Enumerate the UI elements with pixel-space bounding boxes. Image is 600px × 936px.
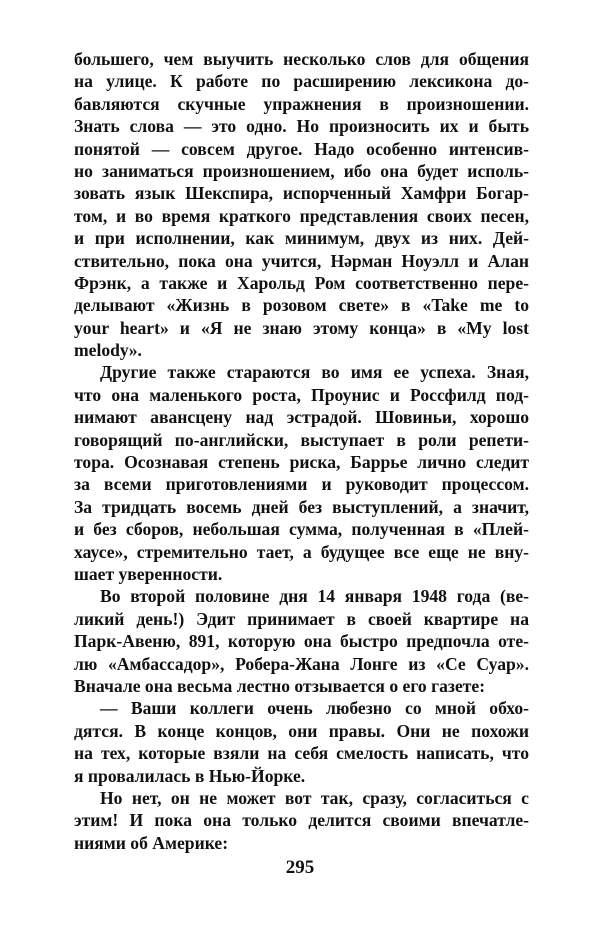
text-line: Вначале она весьма лестно отзывается о его газете: xyxy=(74,675,486,696)
text-line: большего, чем выучить несколько слов для общения xyxy=(74,49,529,69)
text-line: шает уверенности. xyxy=(74,563,223,584)
text-line: я провалилась в Нью-Йорке. xyxy=(74,765,306,786)
text-line: дятся. В конце концов, они правы. Они не похожи xyxy=(74,720,529,741)
paragraph xyxy=(74,361,529,585)
text-line: Парк-Авеню, 891, которую она быстро предпочла оте- xyxy=(74,631,529,652)
paragraph xyxy=(74,585,529,697)
text-line: Но нет, он не может вот так, сразу, согласиться с xyxy=(100,787,529,808)
text-line: говорящий по-английски, выступает в роли репети- xyxy=(74,429,529,450)
paragraph xyxy=(74,787,529,854)
text-line: Фрэнк, а также и Харольд Ром соответственно пере- xyxy=(74,272,529,293)
text-line: на тех, которые взяли на себя смелость написать, что xyxy=(74,743,529,764)
text-line: тора. Осознавая степень риска, Баррье лично следит xyxy=(74,452,529,473)
text-line: Знать слова — это одно. Но произносить их и быть xyxy=(74,116,529,137)
page-number: 295 xyxy=(285,857,315,878)
text-line: делывают «Жизнь в розовом свете» в «Take me to xyxy=(74,295,529,316)
text-line: За тридцать восемь дней без выступлений, а значит, xyxy=(74,496,529,517)
text-line: понятой — совсем другое. Надо особенно интенсив- xyxy=(74,138,529,159)
text-line: Во второй половине дня 14 января 1948 года (ве- xyxy=(100,586,529,607)
text-line: но заниматься произношением, ибо она будет исполь- xyxy=(74,160,529,181)
text-line: том, и во время краткого представления своих песен, xyxy=(74,205,529,226)
paragraph xyxy=(74,48,529,361)
text-line: этим! И пока она только делится своими впечатле- xyxy=(74,810,529,831)
text-line: ликий день!) Эдит принимает в своей квартире на xyxy=(74,608,529,629)
text-line: ствительно, пока она учится, Нəрман Ноуэлл и Алан xyxy=(74,250,529,271)
text-line: нимают авансцену над эстрадой. Шовиньи, хорошо xyxy=(74,407,529,428)
text-line: и без сборов, небольшая сумма, полученная в «Плей- xyxy=(74,519,529,540)
text-line: что она маленького роста, Проунис и Россфилд под- xyxy=(74,384,529,405)
text-line: лю «Амбассадор», Робера-Жана Лонге из «Се Суар». xyxy=(74,653,529,674)
text-line: и при исполнении, как минимум, двух из них. Дей- xyxy=(74,228,529,249)
page-body xyxy=(74,48,529,908)
text-line: Другие также стараются во имя ее успеха. Зная, xyxy=(100,362,529,383)
text-line: зовать язык Шекспира, испорченный Хамфри Богар- xyxy=(74,183,529,204)
text-line: your heart» и «Я не знаю этому конца» в «My lost xyxy=(74,317,529,338)
text-line: — Ваши коллеги очень любезно со мной обхо- xyxy=(100,698,529,719)
text-line: за всеми приготовлениями и руководит процессом. xyxy=(74,474,529,495)
text-line: ниями об Америке: xyxy=(74,832,229,853)
paragraph xyxy=(74,697,529,787)
text-line: хаусе», стремительно тает, а будущее все еще не вну- xyxy=(74,541,529,562)
text-line: melody». xyxy=(74,340,142,361)
text-line: на улице. К работе по расширению лексикона до- xyxy=(74,71,529,92)
text-line: бавляются скучные упражнения в произношении. xyxy=(74,93,529,114)
